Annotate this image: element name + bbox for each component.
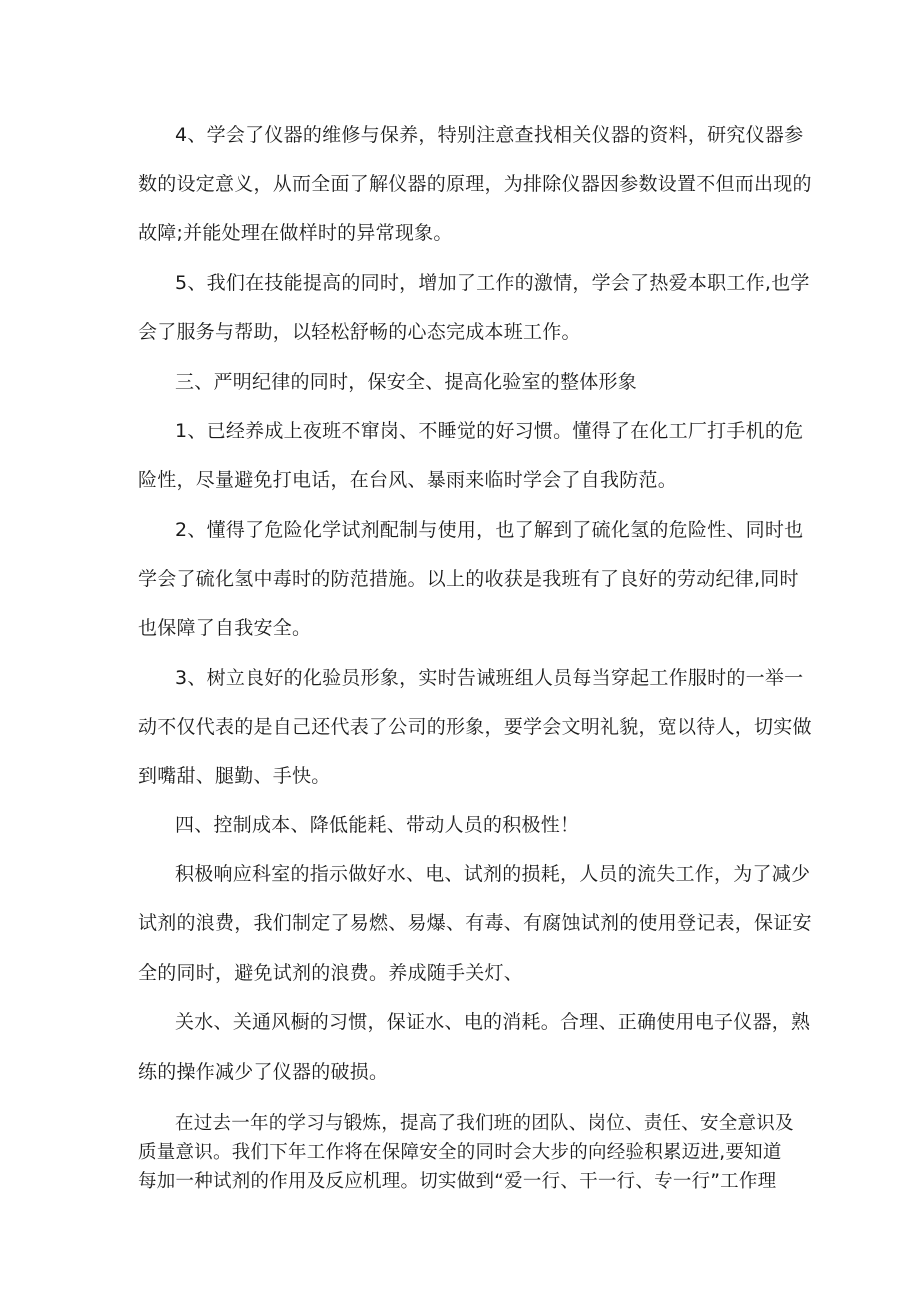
text-line: 练的操作减少了仪器的破损。 [138, 1061, 389, 1083]
text-line: 试剂的浪费，我们制定了易燃、易爆、有毒、有腐蚀试剂的使用登记表，保证安 [138, 912, 812, 934]
text-line: 数的设定意义，从而全面了解仪器的原理，为排除仪器因参数设置不但而出现的 [138, 173, 812, 195]
section-heading: 四、控制成本、降低能耗、带动人员的积极性！ [175, 814, 580, 836]
text-line: 3、树立良好的化验员形象，实时告诫班组人员每当穿起工作服时的一举一 [175, 667, 804, 689]
text-line: 质量意识。我们下年工作将在保障安全的同时会大步的向经验积累迈进,要知道 [138, 1142, 782, 1163]
text-line: 故障;并能处理在做样时的异常现象。 [138, 222, 453, 244]
text-line: 学会了硫化氢中毒时的防范措施。以上的收获是我班有了良好的劳动纪律,同时 [138, 568, 799, 590]
text-line: 动不仅代表的是自己还代表了公司的形象，要学会文明礼貌，宽以待人，切实做 [138, 716, 812, 738]
text-line: 1、已经养成上夜班不窜岗、不睡觉的好习惯。懂得了在化工厂打手机的危 [175, 420, 804, 442]
text-line: 险性，尽量避免打电话，在台风、暴雨来临时学会了自我防范。 [138, 469, 678, 491]
text-line: 4、学会了仪器的维修与保养，特别注意查找相关仪器的资料，研究仪器参 [175, 124, 804, 146]
text-line: 关水、关通风橱的习惯，保证水、电的消耗。合理、正确使用电子仪器，熟 [175, 1011, 811, 1033]
text-line: 每加一种试剂的作用及反应机理。切实做到“爱一行、干一行、专一行”工作理 [138, 1171, 777, 1192]
text-line: 到嘴甜、腿勤、手快。 [138, 765, 331, 787]
text-line: 在过去一年的学习与锻炼，提高了我们班的团队、岗位、责任、安全意识及 [175, 1113, 794, 1134]
text-line: 5、我们在技能提高的同时，增加了工作的激情，学会了热爱本职工作,也学 [175, 272, 810, 294]
text-line: 会了服务与帮助，以轻松舒畅的心态完成本班工作。 [138, 321, 581, 343]
text-line: 积极响应科室的指示做好水、电、试剂的损耗，人员的流失工作，为了减少 [175, 863, 811, 885]
text-line: 也保障了自我安全。 [138, 617, 312, 639]
text-line: 2、懂得了危险化学试剂配制与使用，也了解到了硫化氢的危险性、同时也 [175, 519, 804, 541]
section-heading: 三、严明纪律的同时，保安全、提高化验室的整体形象 [175, 371, 638, 393]
text-line: 全的同时，避免试剂的浪费。养成随手关灯、 [138, 962, 524, 984]
